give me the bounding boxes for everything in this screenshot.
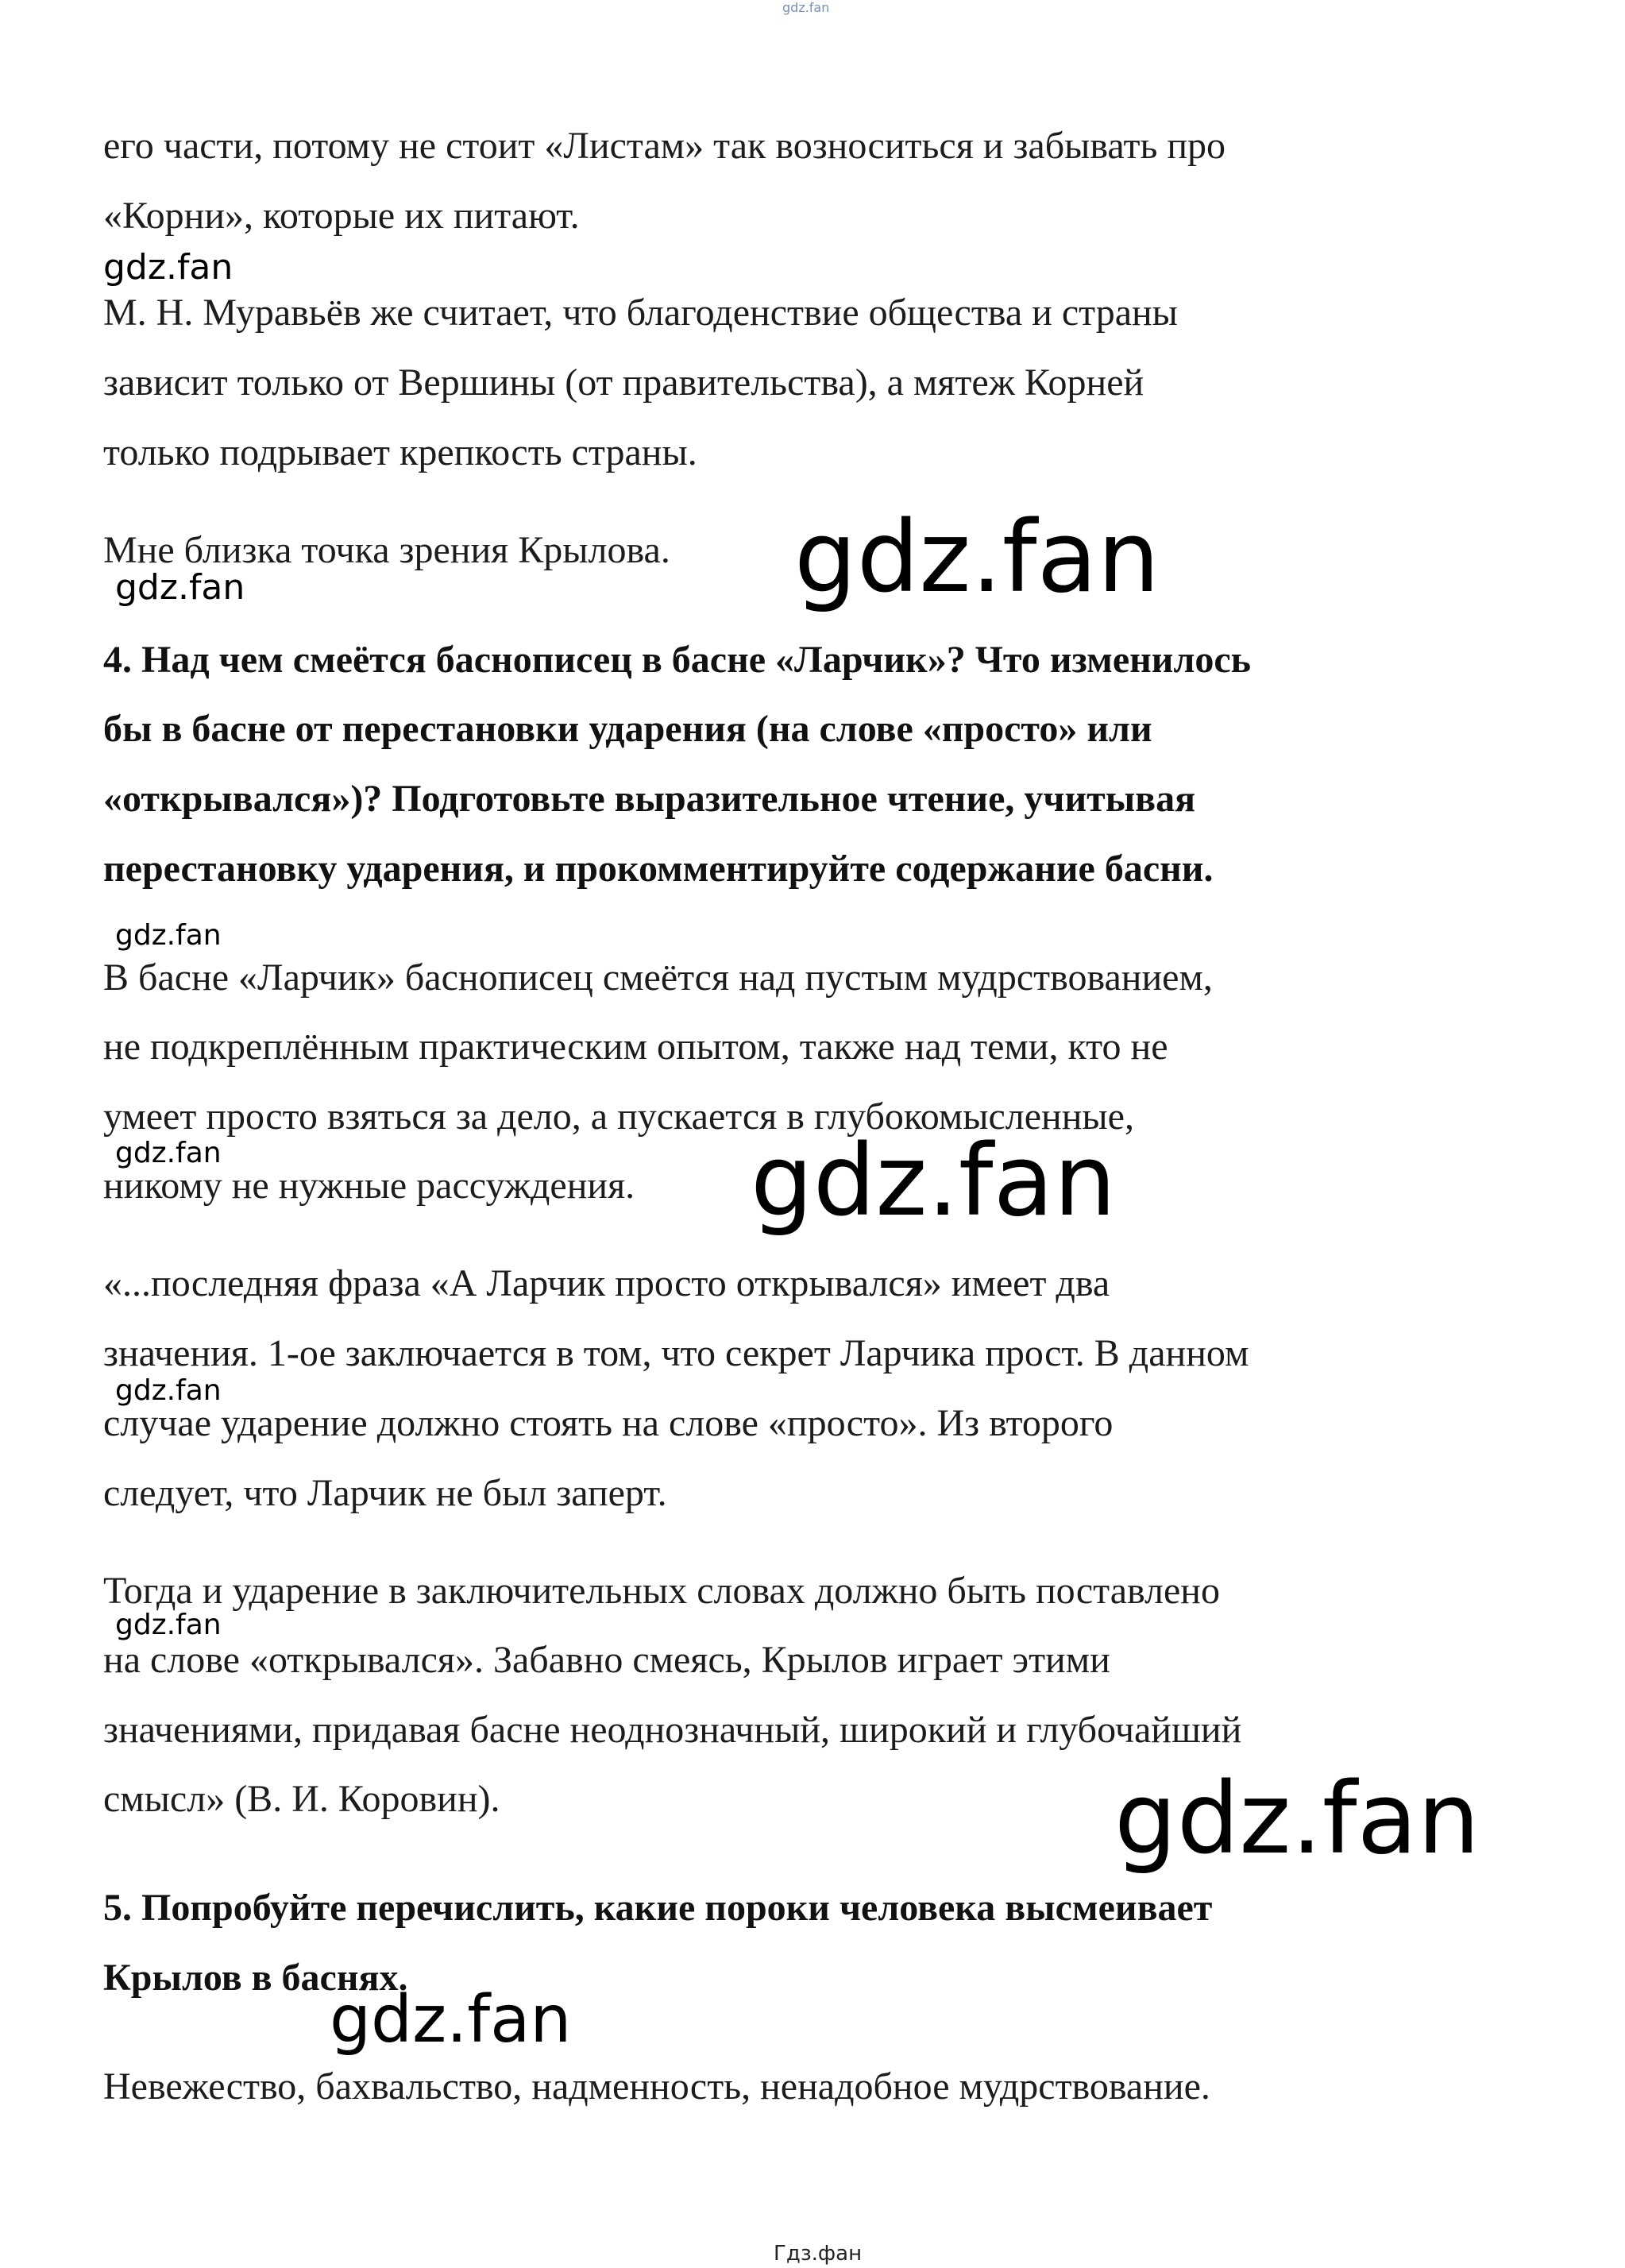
text-line: случае ударение должно стоять на слове «просто». Из второго <box>103 1402 1114 1444</box>
text-line: М. Н. Муравьёв же считает, что благоденствие общества и страны <box>103 292 1178 334</box>
text-line: Невежество, бахвальство, надменность, ненадобное мудрствование. <box>103 2065 1210 2108</box>
text-line: «...последняя фраза «А Ларчик просто открывался» имеет два <box>103 1262 1110 1304</box>
text-line: не подкреплённым практическим опытом, также над теми, кто не <box>103 1026 1168 1068</box>
watermark: gdz.fan <box>794 500 1160 615</box>
text-line: Тогда и ударение в заключительных словах должно быть поставлено <box>103 1570 1220 1612</box>
text-line: значениями, придавая басне неоднозначный, широкий и глубочайший <box>103 1709 1242 1751</box>
text-line: на слове «открывался». Забавно смеясь, Крылов играет этими <box>103 1639 1110 1681</box>
watermark: gdz.fan <box>115 1609 222 1641</box>
question-heading: бы в басне от перестановки ударения (на слове «просто» или <box>103 708 1152 750</box>
text-line: умеет просто взяться за дело, а пускается в глубокомысленные, <box>103 1095 1134 1138</box>
text-line: следует, что Ларчик не был заперт. <box>103 1472 667 1514</box>
question-heading: 4. Над чем смеётся баснописец в басне «Ларчик»? Что изменилось <box>103 639 1252 681</box>
header-watermark: gdz.fan <box>782 0 830 15</box>
question-heading: «открывался»)? Подготовьте выразительное чтение, учитывая <box>103 778 1196 820</box>
text-line: Мне близка точка зрения Крылова. <box>103 529 670 571</box>
watermark: gdz.fan <box>115 1374 222 1407</box>
watermark: gdz.fan <box>1114 1762 1480 1876</box>
text-line: зависит только от Вершины (от правительства), а мятеж Корней <box>103 361 1144 404</box>
question-heading: 5. Попробуйте перечислить, какие пороки человека высмеивает <box>103 1887 1213 1929</box>
watermark: gdz.fan <box>751 1124 1117 1238</box>
watermark: gdz.fan <box>115 567 245 608</box>
question-heading: Крылов в баснях. <box>103 1957 408 1999</box>
text-line: только подрывает крепкость страны. <box>103 431 697 473</box>
text-line: его части, потому не стоит «Листам» так возноситься и забывать про <box>103 125 1226 167</box>
watermark: gdz.fan <box>115 919 222 952</box>
text-line: «Корни», которые их питают. <box>103 195 580 237</box>
watermark: gdz.fan <box>103 247 234 288</box>
watermark: gdz.fan <box>115 1137 222 1169</box>
question-heading: перестановку ударения, и прокомментируйте содержание басни. <box>103 848 1214 890</box>
watermark: gdz.fan <box>330 1982 572 2057</box>
text-line: значения. 1-ое заключается в том, что секрет Ларчика прост. В данном <box>103 1332 1249 1374</box>
text-line: В басне «Ларчик» баснописец смеётся над пустым мудрствованием, <box>103 956 1213 999</box>
text-line: смысл» (В. И. Коровин). <box>103 1778 500 1820</box>
footer-watermark: Гдз.фан <box>774 2242 863 2266</box>
text-line: никому не нужные рассуждения. <box>103 1165 635 1207</box>
